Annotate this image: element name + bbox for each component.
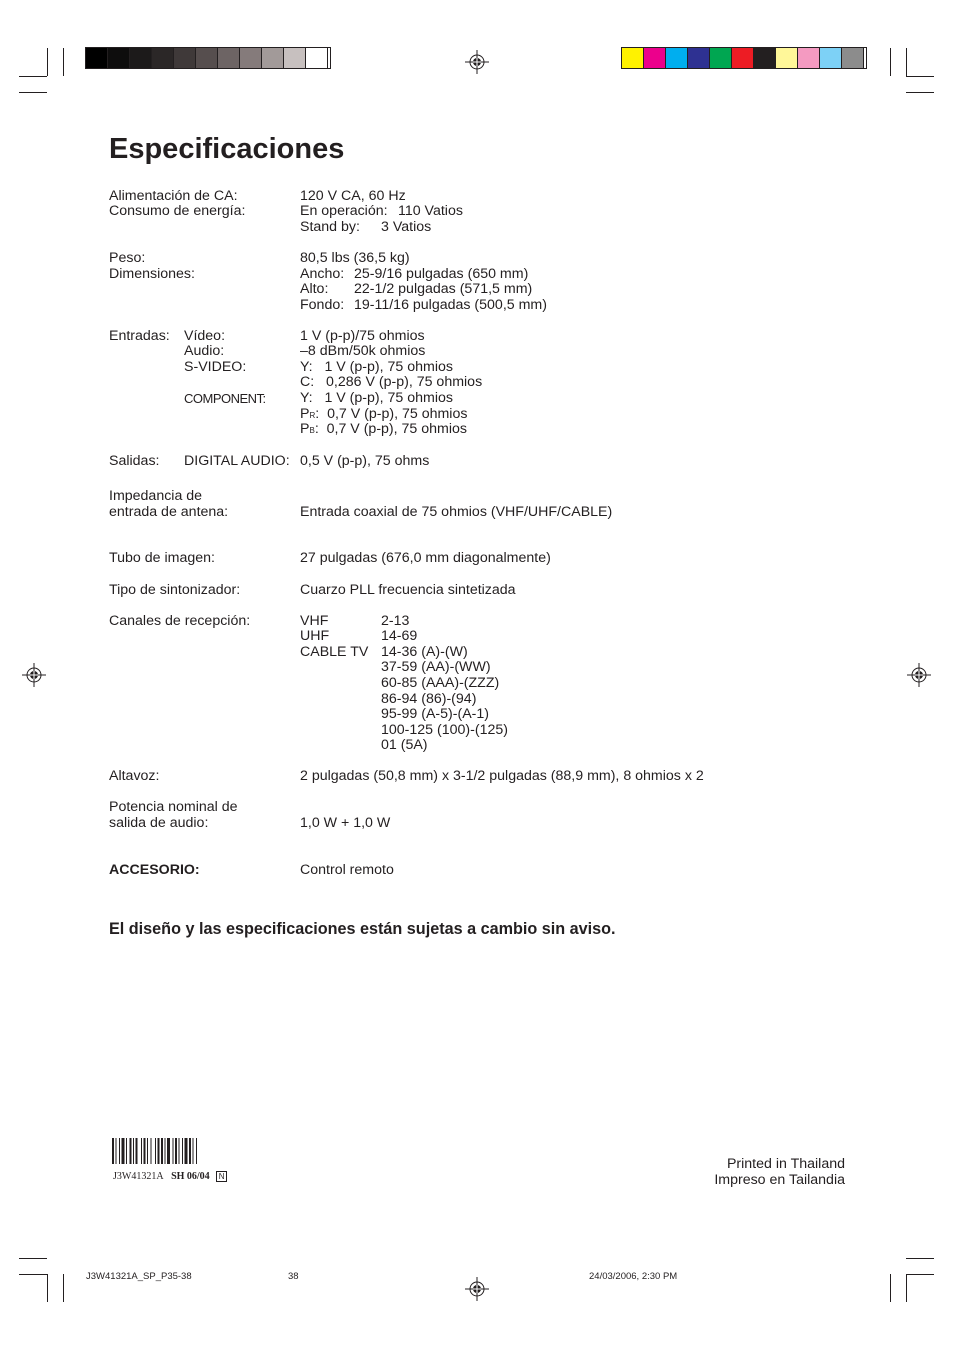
spec-sublabel: Vídeo: [184, 328, 226, 344]
color-swatch [798, 48, 820, 68]
spec-value: 27 pulgadas (676,0 mm diagonalmente) [300, 550, 551, 566]
printed-in: Printed in Thailand Impreso en Tailandia [714, 1156, 845, 1188]
spec-value: 0,5 V (p-p), 75 ohms [300, 453, 430, 469]
spec-sublabel: VHF [300, 613, 329, 629]
color-swatch [196, 48, 218, 68]
color-swatch [776, 48, 798, 68]
spec-value: 2-13 [381, 613, 410, 629]
spec-label: salida de audio: [109, 815, 209, 831]
spec-value: 3 Vatios [381, 219, 432, 235]
spec-value: 37-59 (AA)-(WW) [381, 659, 491, 675]
spec-value: 01 (5A) [381, 737, 428, 753]
spec-label: Peso: [109, 250, 146, 266]
spec-sublabel: DIGITAL AUDIO: [184, 453, 290, 469]
spec-label: Salidas: [109, 453, 160, 469]
spec-sublabel: Alto: [300, 281, 329, 297]
spec-sublabel: Fondo: [300, 297, 345, 313]
color-swatch [306, 48, 328, 68]
spec-label: Tipo de sintonizador: [109, 582, 241, 598]
spec-value: –8 dBm/50k ohmios [300, 343, 426, 359]
spec-value: PR: 0,7 V (p-p), 75 ohmios [300, 406, 468, 422]
color-swatch [152, 48, 174, 68]
spec-value: 60-85 (AAA)-(ZZZ) [381, 675, 500, 691]
spec-value: 95-99 (A-5)-(A-1) [381, 706, 490, 722]
spec-sublabel: S-VIDEO: [184, 359, 247, 375]
spec-value: 1,0 W + 1,0 W [300, 815, 391, 831]
color-swatch [732, 48, 754, 68]
registration-mark-icon [465, 1277, 489, 1301]
spec-sublabel: CABLE TV [300, 644, 369, 660]
spec-value: 1 V (p-p)/75 ohmios [300, 328, 425, 344]
spec-label: Impedancia de [109, 488, 203, 504]
color-swatch [842, 48, 864, 68]
color-swatch [218, 48, 240, 68]
color-swatch [622, 48, 644, 68]
spec-value: 80,5 lbs (36,5 kg) [300, 250, 410, 266]
spec-label: entrada de antena: [109, 504, 229, 520]
spec-sublabel: Audio: [184, 343, 225, 359]
spec-value: Entrada coaxial de 75 ohmios (VHF/UHF/CABLE) [300, 504, 613, 520]
spec-value: PB: 0,7 V (p-p), 75 ohmios [300, 421, 468, 437]
spec-value: Cuarzo PLL frecuencia sintetizada [300, 582, 516, 598]
spec-value: Control remoto [300, 862, 394, 878]
footer-page: 38 [288, 1271, 299, 1282]
spec-label: Entradas: [109, 328, 170, 344]
color-swatch [86, 48, 108, 68]
spec-label: Altavoz: [109, 768, 160, 784]
spec-value: 110 Vatios [398, 203, 463, 219]
spec-value: C: 0,286 V (p-p), 75 ohmios [300, 374, 483, 390]
spec-value: 14-36 (A)-(W) [381, 644, 468, 660]
color-swatch [174, 48, 196, 68]
barcode-icon [112, 1138, 242, 1164]
spec-sublabel: COMPONENT: [184, 391, 266, 406]
color-swatch [666, 48, 688, 68]
spec-label: ACCESORIO: [109, 862, 200, 878]
color-swatch [688, 48, 710, 68]
spec-label: Alimentación de CA: [109, 188, 238, 204]
spec-value: Y: 1 V (p-p), 75 ohmios [300, 359, 453, 375]
spec-sublabel: Ancho: [300, 266, 345, 282]
barcode-caption: J3W41321A SH 06/04 N [113, 1171, 227, 1182]
color-swatch [130, 48, 152, 68]
color-swatch [284, 48, 306, 68]
color-swatch [644, 48, 666, 68]
registration-mark-icon [22, 663, 46, 687]
color-swatch [710, 48, 732, 68]
spec-sublabel: UHF [300, 628, 330, 644]
spec-value: 22-1/2 pulgadas (571,5 mm) [354, 281, 533, 297]
spec-sublabel: Stand by: [300, 219, 360, 235]
spec-label: Potencia nominal de [109, 799, 238, 815]
color-swatch [240, 48, 262, 68]
change-notice: El diseño y las especificaciones están sujetas a cambio sin aviso. [109, 920, 616, 938]
spec-value: 100-125 (100)-(125) [381, 722, 508, 738]
footer-date: 24/03/2006, 2:30 PM [589, 1271, 678, 1282]
spec-label: Canales de recepción: [109, 613, 251, 629]
registration-mark-icon [465, 50, 489, 74]
spec-value: 19-11/16 pulgadas (500,5 mm) [354, 297, 547, 313]
spec-value: 14-69 [381, 628, 418, 644]
footer-file: J3W41321A_SP_P35-38 [86, 1271, 192, 1282]
spec-label: Dimensiones: [109, 266, 195, 282]
spec-value: Y: 1 V (p-p), 75 ohmios [300, 390, 453, 406]
spec-value: 86-94 (86)-(94) [381, 691, 477, 707]
spec-value: 2 pulgadas (50,8 mm) x 3-1/2 pulgadas (88,9 mm), 8 ohmios x 2 [300, 768, 704, 784]
color-swatch [108, 48, 130, 68]
spec-value: 120 V CA, 60 Hz [300, 188, 406, 204]
color-swatch [754, 48, 776, 68]
spec-label: Consumo de energía: [109, 203, 246, 219]
color-swatch [262, 48, 284, 68]
registration-mark-icon [907, 663, 931, 687]
spec-value: 25-9/16 pulgadas (650 mm) [354, 266, 529, 282]
page-title: Especificaciones [109, 133, 345, 165]
spec-label: Tubo de imagen: [109, 550, 215, 566]
color-swatch [820, 48, 842, 68]
spec-sublabel: En operación: [300, 203, 388, 219]
